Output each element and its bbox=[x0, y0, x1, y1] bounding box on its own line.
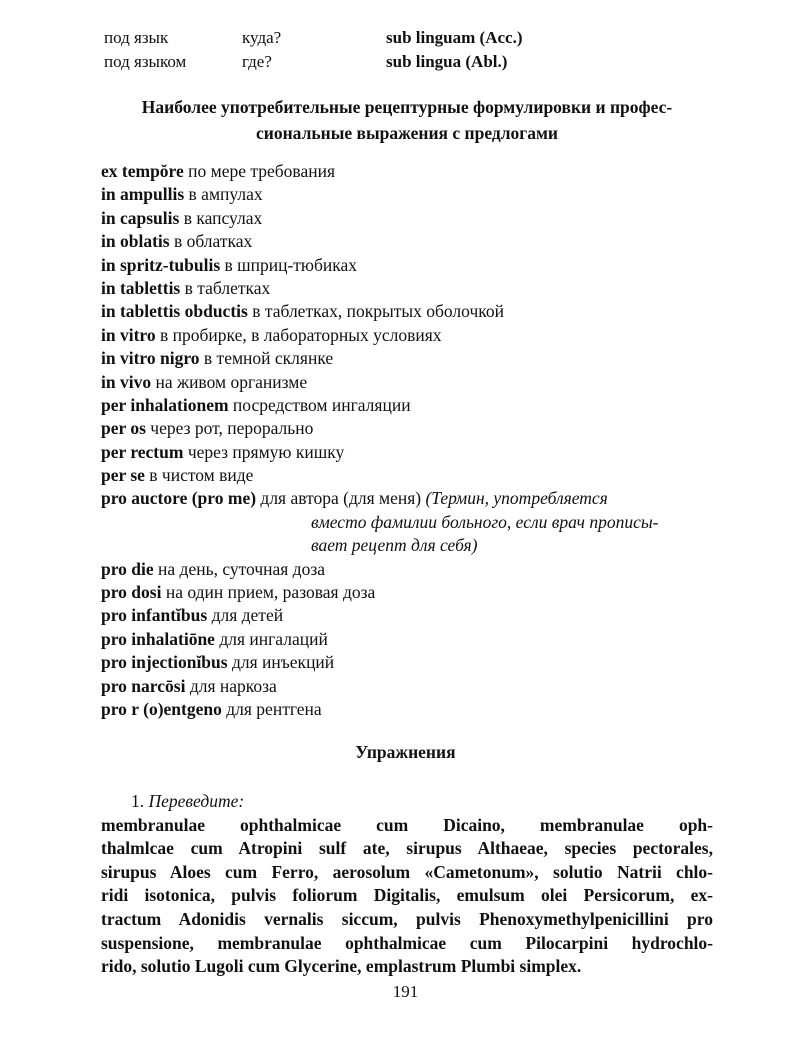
latin-phrase: in vitro nigro bbox=[101, 348, 200, 369]
phrase-item bbox=[101, 394, 741, 417]
exercise-line: sirupus Aloes cum Ferro, aerosolum «Cametonum», solutio Natrii chlo- bbox=[101, 861, 713, 882]
translation: на один прием, разовая доза bbox=[165, 582, 376, 603]
phrase-item bbox=[101, 628, 741, 651]
exercises-heading: Упражнения bbox=[355, 742, 456, 762]
phrase-item bbox=[101, 464, 741, 487]
phrase-item bbox=[101, 604, 741, 627]
heading-line: сиональные выражения с предлогами bbox=[256, 123, 558, 143]
latin-phrase: in oblatis bbox=[101, 231, 170, 252]
translation: в таблетках bbox=[184, 277, 271, 298]
latin-phrase: pro infantĭbus bbox=[101, 605, 208, 626]
latin-term: sub linguam (Acc.) bbox=[386, 28, 523, 47]
latin-phrase: pro injectionĭbus bbox=[101, 652, 228, 673]
phrase-item bbox=[101, 675, 741, 698]
translation: на день, суточная доза bbox=[158, 558, 326, 579]
phrase-item bbox=[101, 300, 741, 323]
usage-note: (Термин, употребляется bbox=[425, 488, 608, 509]
phrase-item bbox=[101, 160, 741, 183]
phrase-item bbox=[101, 254, 741, 277]
latin-term: sub lingua (Abl.) bbox=[386, 52, 508, 71]
translation: через рот, перорально bbox=[150, 418, 314, 439]
latin-phrase: per os bbox=[101, 418, 146, 439]
translation: в таблетках, покрытых оболочкой bbox=[252, 301, 504, 322]
phrase-item bbox=[101, 441, 741, 464]
latin-phrase: in ampullis bbox=[101, 184, 185, 205]
usage-note: вает рецепт для себя) bbox=[311, 535, 478, 556]
russian-term: под языком bbox=[104, 52, 187, 71]
translation: через прямую кишку bbox=[187, 441, 345, 462]
latin-phrase: in tablettis bbox=[101, 277, 181, 298]
phrase-item bbox=[101, 651, 741, 674]
latin-phrase: pro r (o)entgeno bbox=[101, 698, 222, 719]
latin-phrase: per inhalationem bbox=[101, 394, 229, 415]
latin-phrase: in spritz-tubulis bbox=[101, 254, 221, 275]
latin-phrase: in capsulis bbox=[101, 207, 180, 228]
latin-phrase: in vivo bbox=[101, 371, 152, 392]
russian-term: под язык bbox=[104, 28, 169, 47]
exercise-instruction: Переведите: bbox=[148, 791, 245, 811]
phrase-item bbox=[101, 417, 741, 440]
phrase-item bbox=[101, 347, 741, 370]
latin-phrase: per se bbox=[101, 465, 145, 486]
latin-phrase: pro dosi bbox=[101, 582, 162, 603]
translation: в темной склянке bbox=[203, 348, 334, 369]
exercise-line: membranulae ophthalmicae cum Dicaino, membranulae oph- bbox=[101, 814, 713, 835]
phrase-item bbox=[101, 698, 741, 721]
translation: для рентгена bbox=[226, 698, 322, 719]
section-heading bbox=[96, 94, 718, 146]
translation: на живом организме bbox=[155, 371, 308, 392]
translation: посредством ингаляции bbox=[232, 394, 411, 415]
question-word: куда? bbox=[242, 28, 282, 47]
exercise-line: ridi isotonica, pulvis foliorum Digitalis, emulsum olei Persicorum, ex- bbox=[101, 885, 713, 906]
phrase-item bbox=[101, 581, 741, 604]
exercise-line: rido, solutio Lugoli cum Glycerine, emplastrum Plumbi simplex. bbox=[101, 956, 582, 977]
translation: в пробирке, в лабораторных условиях bbox=[160, 324, 442, 345]
phrase-item bbox=[101, 230, 741, 253]
latin-phrase: pro die bbox=[101, 558, 154, 579]
exercise-label bbox=[101, 790, 713, 814]
exercise-line: suspensione, membranulae ophthalmicae cum Pilocarpini hydrochlo- bbox=[101, 932, 713, 953]
page-number: 191 bbox=[392, 982, 419, 1001]
exercise-text bbox=[101, 814, 713, 979]
translation: для наркоза bbox=[189, 675, 277, 696]
phrase-item bbox=[101, 558, 741, 581]
translation: в облатках bbox=[173, 231, 253, 252]
question-word: где? bbox=[242, 52, 272, 71]
latin-phrase: ex tempŏre bbox=[101, 161, 184, 181]
translation: для ингалаций bbox=[219, 628, 328, 649]
translation: для детей bbox=[211, 605, 284, 626]
translation: в ампулах bbox=[188, 184, 263, 205]
translation: в чистом виде bbox=[149, 465, 254, 486]
usage-note: вместо фамилии больного, если врач прописы- bbox=[311, 511, 659, 532]
phrase-item bbox=[101, 277, 741, 300]
translation: по мере требования bbox=[188, 161, 335, 181]
translation: в капсулах bbox=[183, 207, 263, 228]
exercise-block bbox=[101, 790, 713, 979]
translation: для автора (для меня) bbox=[260, 488, 422, 509]
exercise-number: 1. bbox=[131, 791, 145, 811]
latin-phrase: per rectum bbox=[101, 441, 184, 462]
phrase-item bbox=[101, 371, 741, 394]
exercise-line: thalmlcae cum Atropini sulf ate, sirupus Althaeae, species pectorales, bbox=[101, 838, 713, 859]
latin-phrase: in vitro bbox=[101, 324, 156, 345]
phrase-item bbox=[101, 324, 741, 347]
latin-phrase: pro inhalatiōne bbox=[101, 628, 215, 649]
latin-phrase: pro narcōsi bbox=[101, 675, 186, 696]
phrase-item bbox=[101, 183, 741, 206]
latin-phrase: in tablettis obductis bbox=[101, 301, 248, 322]
heading-line: Наиболее употребительные рецептурные формулировки и профес- bbox=[141, 97, 673, 117]
latin-phrase: pro auctore (pro me) bbox=[101, 488, 257, 509]
translation: в шприц-тюбиках bbox=[224, 254, 358, 275]
exercise-line: tractum Adonidis vernalis siccum, pulvis Phenoxymethylpenicillini pro bbox=[101, 908, 713, 929]
phrase-item bbox=[101, 207, 741, 230]
phrase-list bbox=[101, 160, 741, 721]
phrase-item bbox=[101, 487, 741, 510]
translation: для инъекций bbox=[231, 652, 335, 673]
